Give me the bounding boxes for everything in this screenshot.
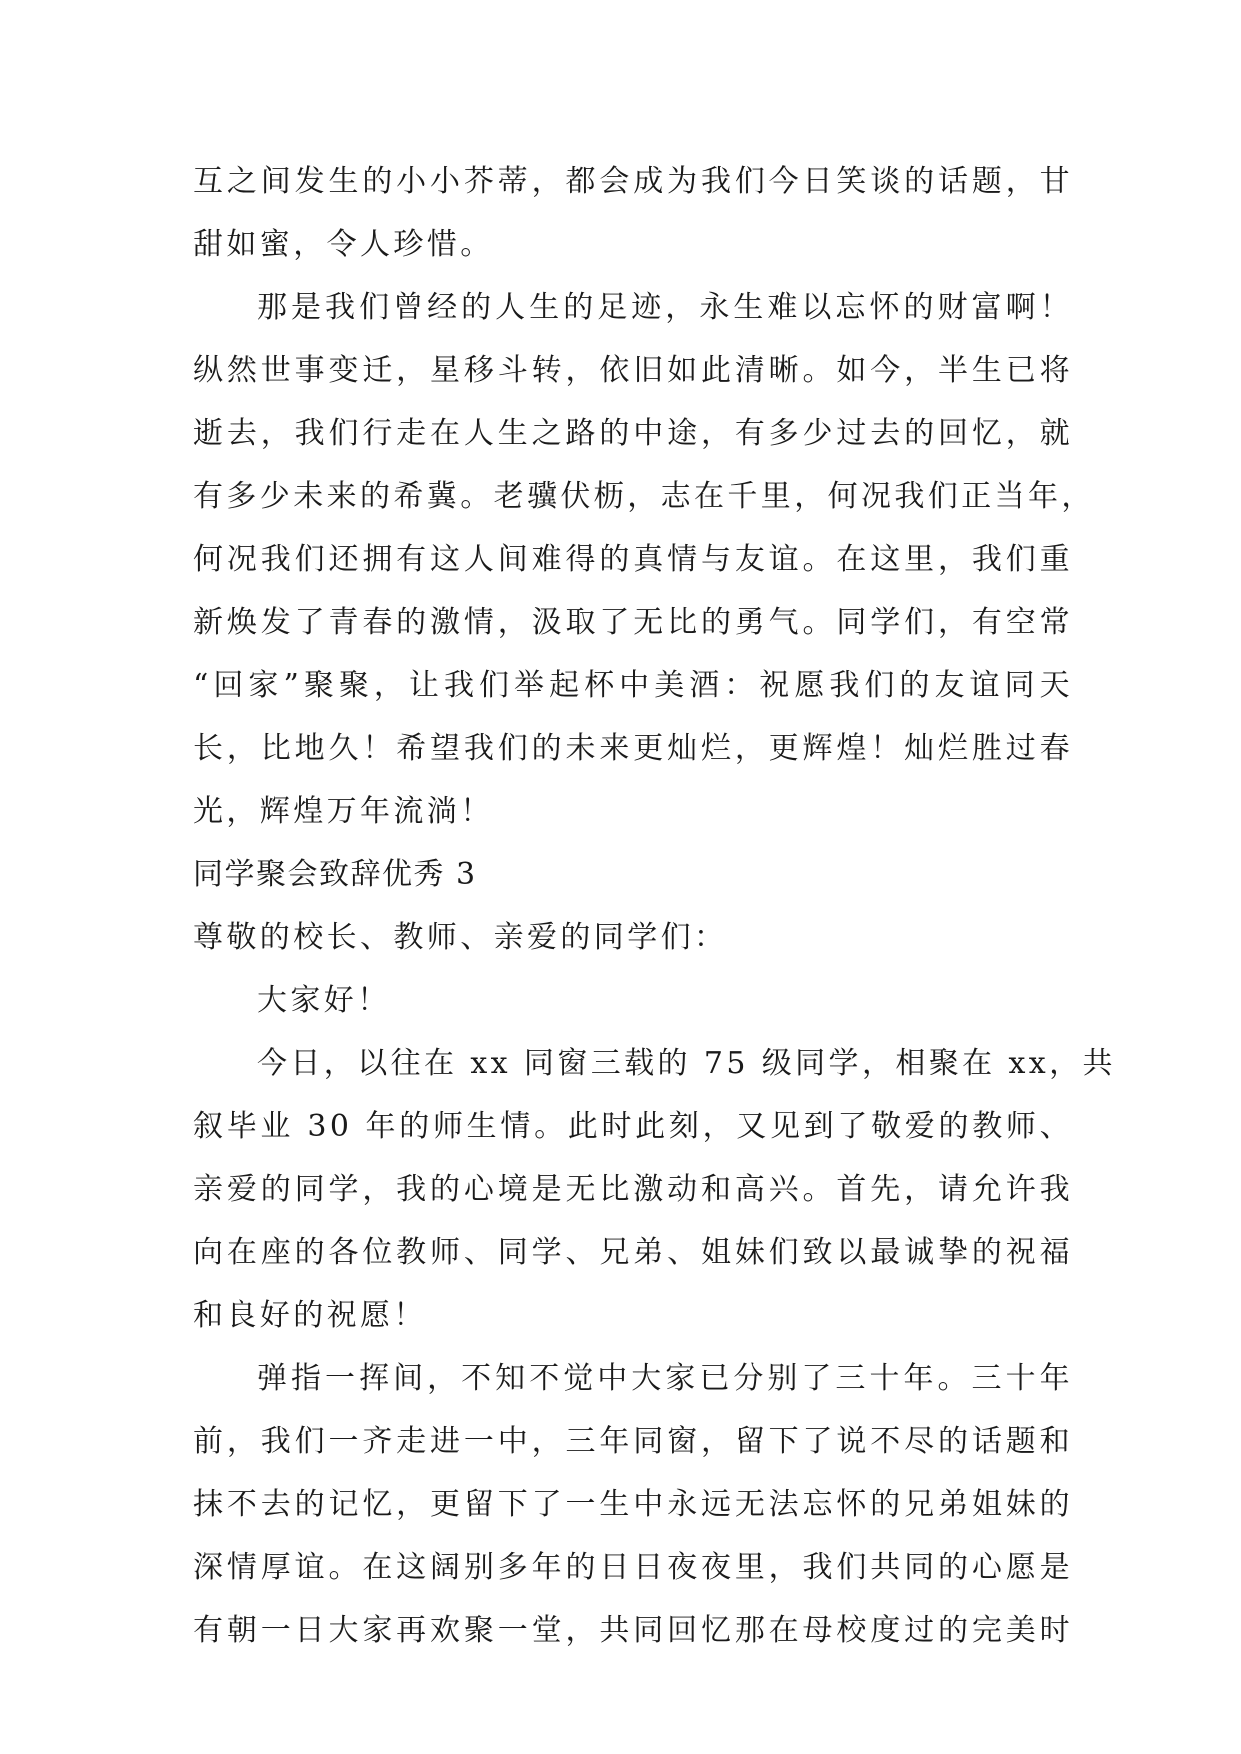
- text-line: 有朝一日大家再欢聚一堂，共同回忆那在母校度过的完美时: [193, 1613, 1073, 1648]
- paragraph-first-line: 弹指一挥间，不知不觉中大家已分别了三十年。三十年: [257, 1361, 1073, 1396]
- text-line: 和良好的祝愿！: [193, 1298, 427, 1333]
- text-line: 何况我们还拥有这人间难得的真情与友谊。在这里，我们重: [193, 542, 1073, 577]
- text-line: 纵然世事变迁，星移斗转，依旧如此清晰。如今，半生已将: [193, 353, 1073, 388]
- salutation: 尊敬的校长、教师、亲爱的同学们：: [193, 920, 728, 955]
- text-line: 长，比地久！希望我们的未来更灿烂，更辉煌！灿烂胜过春: [193, 731, 1073, 766]
- text-line: 前，我们一齐走进一中，三年同窗，留下了说不尽的话题和: [193, 1424, 1073, 1459]
- text-line: 抹不去的记忆，更留下了一生中永远无法忘怀的兄弟姐妹的: [193, 1487, 1073, 1522]
- section-heading: 同学聚会致辞优秀 3: [193, 857, 477, 892]
- text-line: 亲爱的同学，我的心境是无比激动和高兴。首先，请允许我: [193, 1172, 1073, 1207]
- text-line: 深情厚谊。在这阔别多年的日日夜夜里，我们共同的心愿是: [193, 1550, 1073, 1585]
- text-line: 有多少未来的希冀。老骥伏枥，志在千里，何况我们正当年，: [193, 479, 1095, 514]
- text-line: 向在座的各位教师、同学、兄弟、姐妹们致以最诚挚的祝福: [193, 1235, 1073, 1270]
- greeting: 大家好！: [257, 983, 391, 1018]
- text-line: “回家”聚聚，让我们举起杯中美酒：祝愿我们的友谊同天: [193, 668, 1073, 703]
- text-line: 甜如蜜，令人珍惜。: [193, 227, 494, 262]
- text-line: 互之间发生的小小芥蒂，都会成为我们今日笑谈的话题，甘: [193, 164, 1073, 199]
- text-line: 光，辉煌万年流淌！: [193, 794, 494, 829]
- paragraph-first-line: 今日，以往在 xx 同窗三载的 75 级同学，相聚在 xx，共: [257, 1046, 1116, 1081]
- text-line: 叙毕业 30 年的师生情。此时此刻，又见到了敬爱的教师、: [193, 1109, 1073, 1144]
- paragraph-first-line: 那是我们曾经的人生的足迹，永生难以忘怀的财富啊！: [257, 290, 1073, 325]
- text-line: 逝去，我们行走在人生之路的中途，有多少过去的回忆，就: [193, 416, 1073, 451]
- text-line: 新焕发了青春的激情，汲取了无比的勇气。同学们，有空常: [193, 605, 1073, 640]
